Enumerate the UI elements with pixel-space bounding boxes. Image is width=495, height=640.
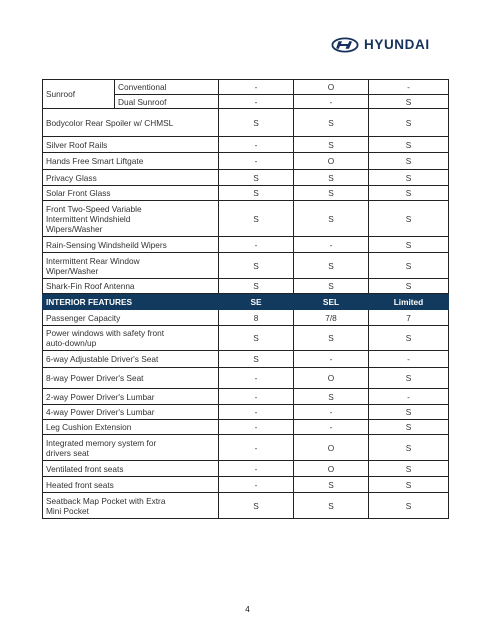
table-row bbox=[43, 351, 449, 368]
table-row bbox=[43, 186, 449, 201]
se-value: - bbox=[219, 80, 294, 95]
sel-value: - bbox=[294, 420, 369, 435]
se-value: S bbox=[219, 279, 294, 294]
feature-sublabel: Dual Sunroof bbox=[115, 95, 219, 109]
sel-value: - bbox=[294, 95, 369, 109]
sel-value: S bbox=[294, 170, 369, 186]
feature-sublabel: Conventional bbox=[115, 80, 219, 95]
table-row bbox=[43, 201, 449, 237]
limited-value: S bbox=[369, 186, 449, 201]
limited-value: S bbox=[369, 237, 449, 253]
table-row bbox=[43, 153, 449, 170]
feature-label: Heated front seats bbox=[43, 477, 219, 493]
sel-value: O bbox=[294, 368, 369, 389]
table-row bbox=[43, 461, 449, 477]
limited-value: S bbox=[369, 477, 449, 493]
table-row bbox=[43, 253, 449, 279]
table-row bbox=[43, 137, 449, 153]
feature-label: Integrated memory system for drivers seat bbox=[43, 435, 219, 461]
limited-value: S bbox=[369, 153, 449, 170]
sel-value: S bbox=[294, 109, 369, 137]
limited-value: S bbox=[369, 461, 449, 477]
feature-label: 2-way Power Driver's Lumbar bbox=[43, 389, 219, 405]
feature-label: Privacy Glass bbox=[43, 170, 219, 186]
feature-label: 6-way Adjustable Driver's Seat bbox=[43, 351, 219, 368]
feature-label: Ventilated front seats bbox=[43, 461, 219, 477]
table-row bbox=[43, 368, 449, 389]
sel-value: O bbox=[294, 153, 369, 170]
se-value: S bbox=[219, 186, 294, 201]
se-value: S bbox=[219, 170, 294, 186]
table-row bbox=[43, 279, 449, 294]
feature-label: Solar Front Glass bbox=[43, 186, 219, 201]
sel-value: S bbox=[294, 186, 369, 201]
table-row bbox=[43, 310, 449, 326]
sel-value: - bbox=[294, 405, 369, 420]
limited-value: S bbox=[369, 420, 449, 435]
limited-value: S bbox=[369, 253, 449, 279]
limited-value: - bbox=[369, 80, 449, 95]
feature-label: Hands Free Smart Liftgate bbox=[43, 153, 219, 170]
section-header-row bbox=[43, 294, 449, 310]
table-row bbox=[43, 389, 449, 405]
feature-label: 8-way Power Driver's Seat bbox=[43, 368, 219, 389]
se-value: - bbox=[219, 153, 294, 170]
table-row bbox=[43, 326, 449, 351]
feature-label: Intermittent Rear Window Wiper/Washer bbox=[43, 253, 219, 279]
se-value: S bbox=[219, 253, 294, 279]
se-value: - bbox=[219, 137, 294, 153]
trim-sel-header: SEL bbox=[294, 294, 369, 310]
se-value: - bbox=[219, 95, 294, 109]
feature-label: Seatback Map Pocket with Extra Mini Pocket bbox=[43, 493, 219, 519]
limited-value: S bbox=[369, 109, 449, 137]
se-value: - bbox=[219, 237, 294, 253]
table-row bbox=[43, 109, 449, 137]
sel-value: S bbox=[294, 326, 369, 351]
limited-value: S bbox=[369, 405, 449, 420]
limited-value: S bbox=[369, 493, 449, 519]
se-value: - bbox=[219, 477, 294, 493]
limited-value: S bbox=[369, 170, 449, 186]
table-row bbox=[43, 80, 449, 95]
se-value: - bbox=[219, 461, 294, 477]
feature-label: Bodycolor Rear Spoiler w/ CHMSL bbox=[43, 109, 219, 137]
spec-table bbox=[42, 79, 449, 519]
limited-value: S bbox=[369, 137, 449, 153]
se-value: - bbox=[219, 405, 294, 420]
sel-value: S bbox=[294, 253, 369, 279]
sel-value: O bbox=[294, 435, 369, 461]
se-value: - bbox=[219, 389, 294, 405]
limited-value: - bbox=[369, 389, 449, 405]
sel-value: S bbox=[294, 279, 369, 294]
hyundai-logo-icon bbox=[331, 37, 359, 53]
sel-value: S bbox=[294, 477, 369, 493]
se-value: 8 bbox=[219, 310, 294, 326]
sel-value: O bbox=[294, 461, 369, 477]
sel-value: S bbox=[294, 137, 369, 153]
table-row bbox=[43, 237, 449, 253]
sel-value: 7/8 bbox=[294, 310, 369, 326]
feature-label: Sunroof bbox=[43, 80, 115, 109]
limited-value: S bbox=[369, 95, 449, 109]
section-title: INTERIOR FEATURES bbox=[43, 294, 219, 310]
limited-value: S bbox=[369, 201, 449, 237]
trim-limited-header: Limited bbox=[369, 294, 449, 310]
feature-label: Leg Cushion Extension bbox=[43, 420, 219, 435]
trim-se-header: SE bbox=[219, 294, 294, 310]
limited-value: S bbox=[369, 279, 449, 294]
feature-label: Shark-Fin Roof Antenna bbox=[43, 279, 219, 294]
page-number: 4 bbox=[245, 605, 250, 614]
limited-value: S bbox=[369, 435, 449, 461]
feature-label: Rain-Sensing Windsheild Wipers bbox=[43, 237, 219, 253]
se-value: - bbox=[219, 368, 294, 389]
limited-value: - bbox=[369, 351, 449, 368]
sel-value: - bbox=[294, 237, 369, 253]
table-row bbox=[43, 405, 449, 420]
se-value: S bbox=[219, 326, 294, 351]
feature-label: Front Two-Speed Variable Intermittent Windshield Wipers/Washer bbox=[43, 201, 219, 237]
table-row bbox=[43, 170, 449, 186]
sel-value: S bbox=[294, 493, 369, 519]
sel-value: S bbox=[294, 389, 369, 405]
se-value: S bbox=[219, 109, 294, 137]
feature-label: Passenger Capacity bbox=[43, 310, 219, 326]
table-row bbox=[43, 420, 449, 435]
sel-value: S bbox=[294, 201, 369, 237]
se-value: - bbox=[219, 420, 294, 435]
se-value: S bbox=[219, 201, 294, 237]
feature-label: Silver Roof Rails bbox=[43, 137, 219, 153]
feature-label: 4-way Power Driver's Lumbar bbox=[43, 405, 219, 420]
brand-name: HYUNDAI bbox=[364, 37, 430, 52]
table-row bbox=[43, 477, 449, 493]
brand-logo bbox=[331, 37, 439, 53]
feature-label: Power windows with safety front auto-down/up bbox=[43, 326, 219, 351]
limited-value: S bbox=[369, 368, 449, 389]
se-value: S bbox=[219, 351, 294, 368]
sel-value: O bbox=[294, 80, 369, 95]
se-value: - bbox=[219, 435, 294, 461]
limited-value: S bbox=[369, 326, 449, 351]
limited-value: 7 bbox=[369, 310, 449, 326]
se-value: S bbox=[219, 493, 294, 519]
table-row bbox=[43, 493, 449, 519]
table-row bbox=[43, 435, 449, 461]
sel-value: - bbox=[294, 351, 369, 368]
